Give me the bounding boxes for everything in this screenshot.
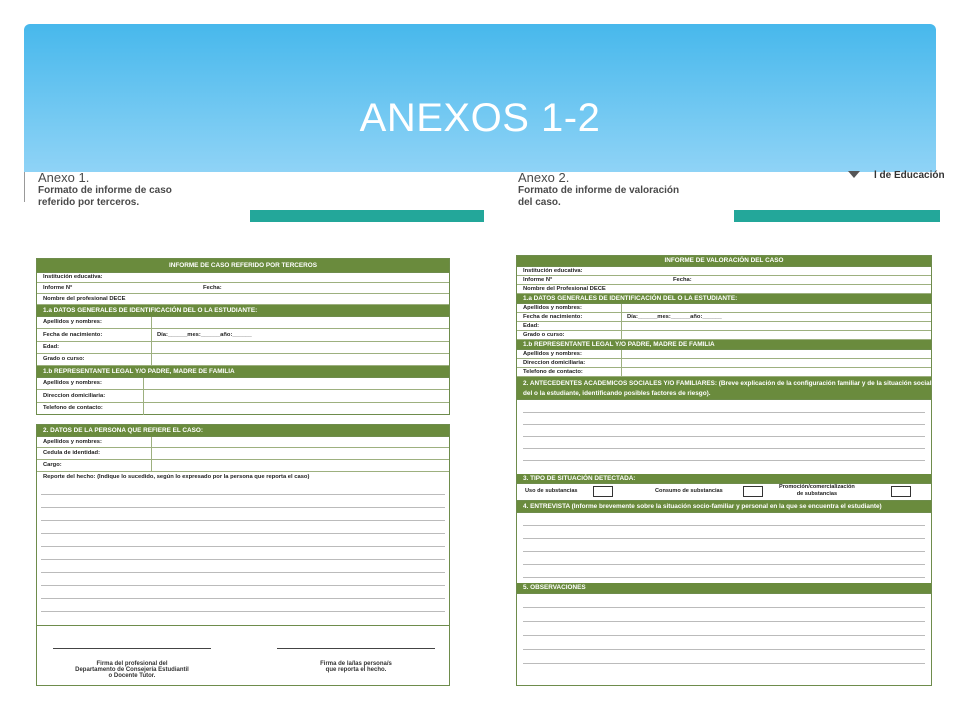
option-use-label: Uso de substancias	[525, 488, 578, 494]
writing-line	[523, 622, 925, 636]
form1-row-id: Cedula de identidad:	[37, 448, 449, 460]
form2-row-phone: Telefono de contacto:	[517, 368, 931, 377]
writing-line	[41, 484, 445, 495]
annex1-subtitle-2: referido por terceros.	[38, 197, 140, 208]
ministry-logo	[848, 170, 945, 184]
annex1-subtitle-1: Formato de informe de caso	[38, 185, 172, 196]
form2-situation-options	[517, 484, 931, 501]
form2-row-report: Informe N° Fecha:	[517, 276, 931, 285]
annex1-number: Anexo 1.	[38, 170, 90, 185]
writing-line	[523, 552, 925, 565]
form2-section-5: 5. OBSERVACIONES	[517, 583, 931, 594]
form2-row-grade: Grado o curso:	[517, 331, 931, 340]
form2-section-2-line1: 2. ANTECEDENTES ACADEMICOS SOCIALES Y/O FAMILIARES: (Breve explicación de la configuración familiar y de la situación social	[523, 380, 932, 387]
form1-row-age: Edad:	[37, 342, 449, 354]
annex2-subtitle-2: del caso.	[518, 197, 561, 208]
writing-line	[523, 437, 925, 449]
form1-row-grade: Grado o curso:	[37, 354, 449, 366]
writing-line	[523, 400, 925, 413]
form2-title: INFORME DE VALORACIÓN DEL CASO	[517, 256, 931, 267]
annex2-accent-bar	[734, 210, 940, 222]
form2-section-3: 3. TIPO DE SITUACIÓN DETECTADA:	[517, 474, 931, 484]
annex1-heading	[38, 171, 172, 209]
writing-line	[523, 413, 925, 425]
form2-row-rep-names: Apellidos y nombres:	[517, 350, 931, 359]
annex2-number: Anexo 2.	[518, 170, 570, 185]
form1-row-report: Informe N° Fecha:	[37, 283, 449, 294]
annex2-heading	[518, 171, 679, 209]
signature-reporter: Firma de la/las persona/s que reporta el hecho.	[277, 648, 435, 673]
writing-line	[41, 508, 445, 521]
form1-section-1b: 1.b REPRESENTANTE LEGAL Y/O PADRE, MADRE DE FAMILIA	[37, 366, 449, 378]
writing-line	[523, 636, 925, 650]
writing-line	[523, 594, 925, 608]
form2-interview-lines	[517, 513, 931, 583]
writing-line	[523, 565, 925, 578]
logo-text: l de Educación	[874, 170, 945, 181]
form1-row-p-names: Apellidos y nombres:	[37, 437, 449, 448]
form1-row-birth: Fecha de nacimiento: Día:______mes:______año:______	[37, 329, 449, 342]
form1-signatures	[37, 626, 449, 686]
writing-line	[41, 521, 445, 534]
annex1-form-part1	[36, 258, 450, 415]
writing-line	[41, 599, 445, 612]
signature-professional: Firma del profesional del Departamento de Consejería Estudiantil o Docente Tutor.	[53, 648, 211, 679]
writing-line	[41, 495, 445, 508]
form1-title: INFORME DE CASO REFERIDO POR TERCEROS	[37, 259, 449, 273]
form2-antecedents-lines	[517, 400, 931, 474]
form1-row-professional: Nombre del profesional DECE	[37, 294, 449, 305]
form2-row-professional: Nombre del Profesional DECE	[517, 285, 931, 294]
form2-section-2-line2: del o la estudiante, identificando posibles factores de riesgo).	[523, 390, 711, 397]
form1-row-phone: Telefono de contacto:	[37, 403, 449, 415]
option-consumption-label: Consumo de substancias	[655, 488, 723, 494]
writing-line	[41, 547, 445, 560]
annex1-form-part2	[36, 424, 450, 686]
writing-line	[41, 586, 445, 599]
form1-section-1a: 1.a DATOS GENERALES DE IDENTIFICACIÓN DEL O LA ESTUDIANTE:	[37, 305, 449, 317]
form2-row-age: Edad:	[517, 322, 931, 331]
form1-row-position: Cargo:	[37, 460, 449, 472]
writing-line	[523, 449, 925, 461]
form2-row-names: Apellidos y nombres:	[517, 304, 931, 313]
form2-section-1b: 1.b REPRESENTANTE LEGAL Y/O PADRE, MADRE DE FAMILIA	[517, 340, 931, 350]
form1-row-report-fact: Reporte del hecho: (Indique lo sucedido, según lo expresado por la persona que reporta el caso)	[43, 474, 310, 480]
form2-section-1a: 1.a DATOS GENERALES DE IDENTIFICACIÓN DEL O LA ESTUDIANTE:	[517, 294, 931, 304]
writing-line	[523, 650, 925, 664]
form1-row-names: Apellidos y nombres:	[37, 317, 449, 329]
writing-line	[523, 608, 925, 622]
writing-line	[41, 560, 445, 573]
option-promotion-label: Promoción/comercialización de substancias	[779, 484, 855, 497]
form1-section-2: 2. DATOS DE LA PERSONA QUE REFIERE EL CASO:	[37, 425, 449, 437]
writing-line	[523, 425, 925, 437]
form2-section-4: 4. ENTREVISTA (Informe brevemente sobre la situación socio-familiar y personal en la que se encuentra el estudiante)	[517, 501, 931, 513]
form2-section-2	[517, 377, 931, 400]
form1-row-institution: Institución educativa:	[37, 273, 449, 283]
form1-row-rep-names: Apellidos y nombres:	[37, 378, 449, 390]
annex1-accent-bar	[250, 210, 484, 222]
writing-line	[523, 526, 925, 539]
form2-row-address: Direccion domiciliaria:	[517, 359, 931, 368]
writing-line	[523, 539, 925, 552]
slide-title: ANEXOS 1-2	[359, 96, 601, 140]
form2-observations-lines	[517, 594, 931, 664]
form1-writing-lines	[37, 484, 449, 612]
writing-line	[41, 534, 445, 547]
option-promotion-checkbox[interactable]	[891, 486, 911, 497]
form1-row-address: Direccion domiciliaria:	[37, 390, 449, 403]
annex2-form	[516, 255, 932, 686]
title-banner	[24, 24, 936, 172]
annex2-subtitle-1: Formato de informe de valoración	[518, 185, 680, 196]
writing-line	[41, 573, 445, 586]
divider	[24, 172, 25, 202]
logo-triangle-icon	[848, 171, 860, 178]
writing-line	[523, 513, 925, 526]
option-use-checkbox[interactable]	[593, 486, 613, 497]
form2-row-institution: Institución educativa:	[517, 267, 931, 276]
option-consumption-checkbox[interactable]	[743, 486, 763, 497]
form2-row-birth: Fecha de nacimiento: Día:______mes:______año:______	[517, 313, 931, 322]
